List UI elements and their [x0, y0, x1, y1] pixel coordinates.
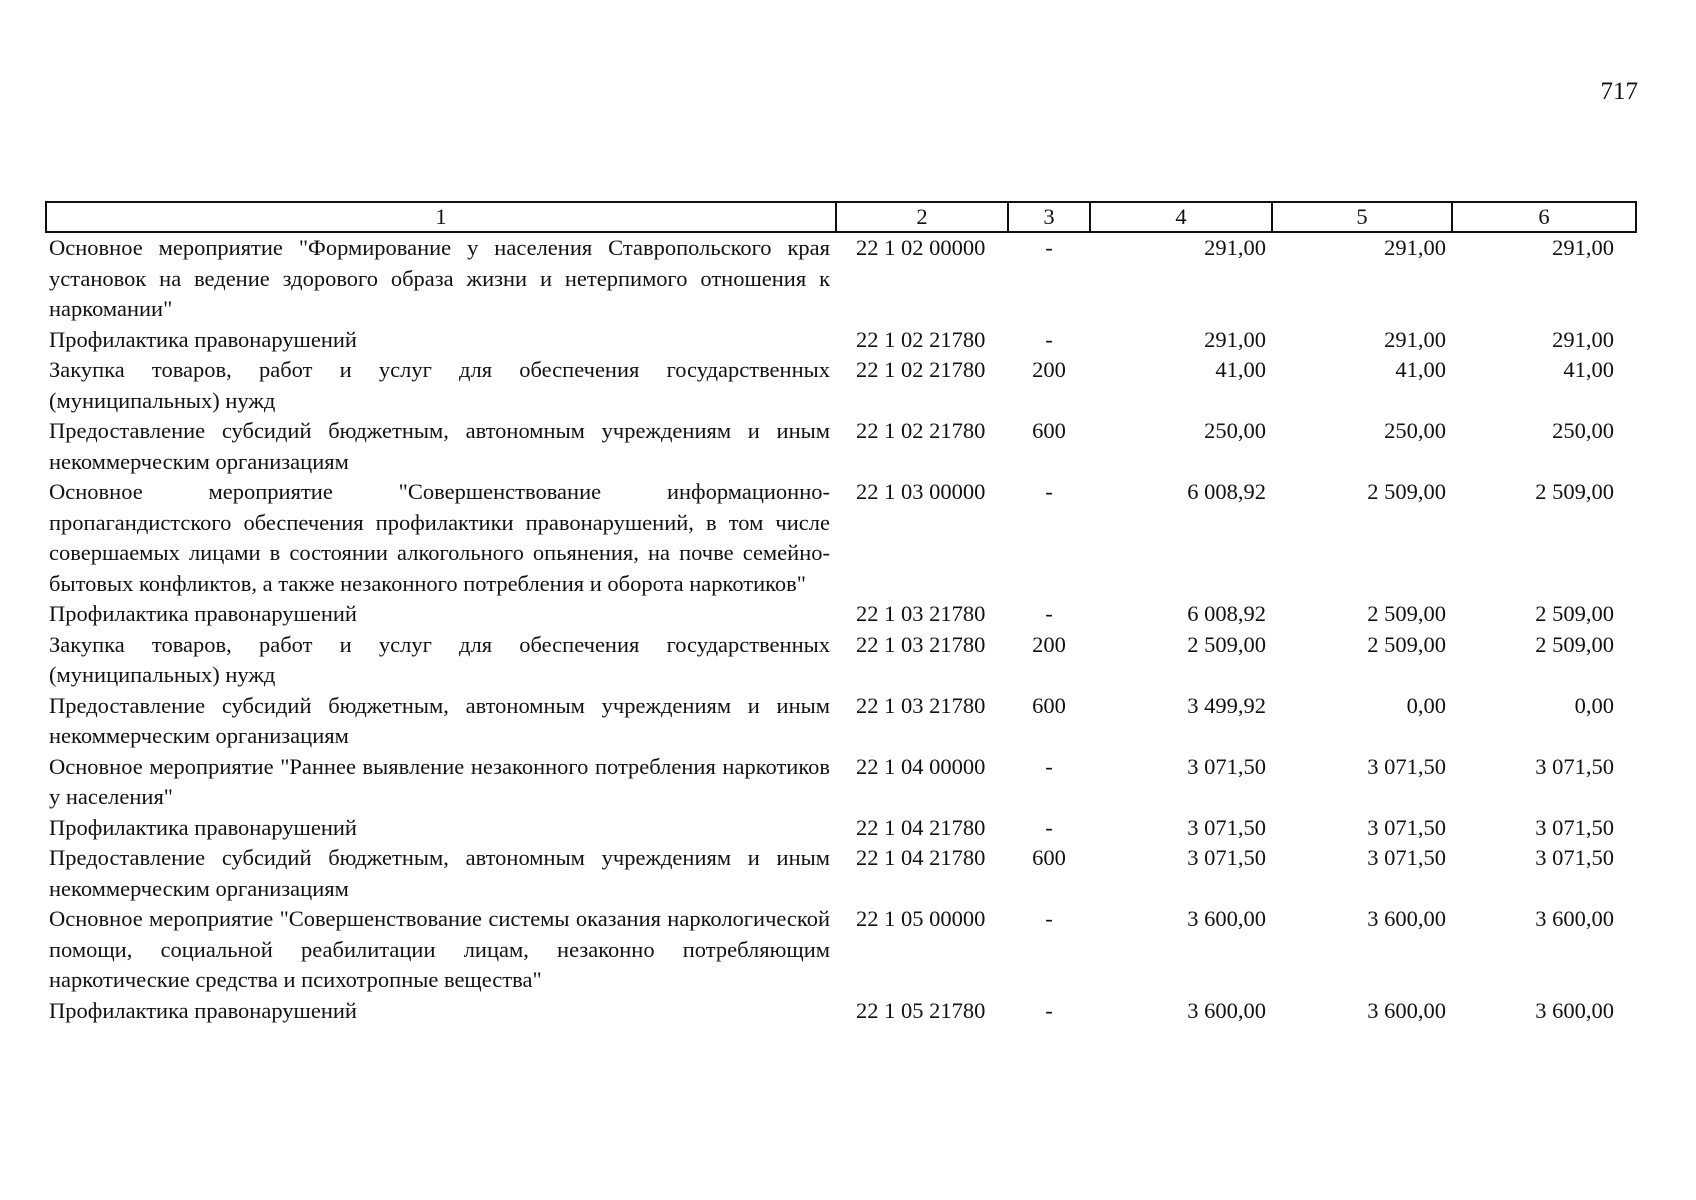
row-sum-col4: 41,00 — [1215, 357, 1266, 382]
row-sum-col5: 3 071,50 — [1367, 845, 1446, 870]
table-body — [46, 232, 1636, 1026]
row-name: Профилактика правонарушений — [49, 814, 357, 840]
table-row — [46, 232, 1636, 325]
row-sum-col5: 0,00 — [1406, 692, 1446, 718]
row-sum-col6: 3 071,50 — [1535, 845, 1614, 870]
row-sum-col6: 291,00 — [1552, 235, 1614, 260]
row-sum-col4: 3 071,50 — [1187, 845, 1266, 870]
budget-table — [45, 201, 1637, 1026]
table-row — [46, 813, 1636, 844]
table-row — [46, 691, 1636, 752]
row-code: 22 1 02 00000 — [856, 235, 986, 260]
table-row — [46, 843, 1636, 904]
row-sum-col4: 291,00 — [1204, 235, 1266, 260]
row-sum-col4: 6 008,92 — [1187, 601, 1266, 626]
column-header-6: 6 — [1452, 202, 1636, 232]
row-name: Основное мероприятие "Совершенствование информационно-пропагандистского обеспечения профилактики правонарушений, в том числе совершаемых лицами в состоянии алкогольного опьянения, на почве семейно-бытовых конфликтов, а также незаконного потребления и оборота наркотиков" — [49, 479, 830, 596]
row-sum-col6: 41,00 — [1563, 357, 1614, 382]
row-name: Профилактика правонарушений — [49, 326, 357, 352]
row-sum-col4: 3 071,50 — [1187, 814, 1266, 840]
row-code: 22 1 05 21780 — [856, 997, 986, 1023]
column-header-5: 5 — [1272, 202, 1452, 232]
row-expense-type: 200 — [1032, 357, 1066, 382]
row-expense-type: - — [1045, 814, 1053, 840]
row-sum-col5: 291,00 — [1384, 235, 1446, 260]
row-code: 22 1 04 00000 — [856, 753, 986, 779]
row-sum-col4: 3 071,50 — [1187, 753, 1266, 779]
row-name: Профилактика правонарушений — [49, 997, 357, 1023]
table-row — [46, 325, 1636, 356]
row-sum-col4: 250,00 — [1204, 418, 1266, 443]
header-row — [46, 202, 1636, 232]
row-sum-col5: 3 600,00 — [1367, 906, 1446, 931]
row-sum-col6: 3 071,50 — [1535, 753, 1614, 779]
row-sum-col4: 3 600,00 — [1187, 906, 1266, 931]
row-expense-type: 200 — [1032, 631, 1066, 657]
table-row — [46, 996, 1636, 1027]
row-sum-col5: 41,00 — [1395, 357, 1446, 382]
row-sum-col4: 291,00 — [1204, 326, 1266, 352]
row-expense-type: - — [1045, 479, 1053, 504]
row-code: 22 1 05 00000 — [856, 906, 986, 931]
row-sum-col6: 2 509,00 — [1535, 601, 1614, 626]
row-sum-col5: 3 071,50 — [1367, 814, 1446, 840]
row-sum-col5: 3 600,00 — [1367, 997, 1446, 1023]
row-expense-type: - — [1045, 235, 1053, 260]
row-name: Предоставление субсидий бюджетным, автономным учреждениям и иным некоммерческим организациям — [49, 845, 830, 901]
row-sum-col5: 291,00 — [1384, 326, 1446, 352]
column-header-1: 1 — [46, 202, 836, 232]
row-expense-type: 600 — [1032, 845, 1066, 870]
column-header-4: 4 — [1090, 202, 1272, 232]
row-code: 22 1 03 21780 — [856, 601, 986, 626]
table-row — [46, 416, 1636, 477]
table-row — [46, 752, 1636, 813]
row-name: Закупка товаров, работ и услуг для обеспечения государственных (муниципальных) нужд — [49, 357, 830, 413]
row-code: 22 1 02 21780 — [856, 418, 986, 443]
row-expense-type: 600 — [1032, 418, 1066, 443]
table-row — [46, 630, 1636, 691]
row-code: 22 1 04 21780 — [856, 845, 986, 870]
row-expense-type: - — [1045, 906, 1053, 931]
row-name: Основное мероприятие "Формирование у населения Ставропольского края установок на ведение здорового образа жизни и нетерпимого отношения к наркомании" — [49, 235, 830, 321]
row-sum-col4: 2 509,00 — [1187, 631, 1266, 657]
row-sum-col4: 3 600,00 — [1187, 997, 1266, 1023]
row-expense-type: - — [1045, 997, 1053, 1023]
table-row — [46, 477, 1636, 599]
table-row — [46, 904, 1636, 996]
row-code: 22 1 03 00000 — [856, 479, 986, 504]
table-header — [46, 202, 1636, 232]
row-expense-type: - — [1045, 753, 1053, 779]
row-sum-col6: 2 509,00 — [1535, 631, 1614, 657]
row-sum-col4: 6 008,92 — [1187, 479, 1266, 504]
row-code: 22 1 03 21780 — [856, 692, 986, 718]
row-expense-type: - — [1045, 326, 1053, 352]
row-sum-col6: 0,00 — [1574, 692, 1614, 718]
row-sum-col5: 2 509,00 — [1367, 631, 1446, 657]
column-header-2: 2 — [836, 202, 1008, 232]
row-sum-col5: 250,00 — [1384, 418, 1446, 443]
row-sum-col5: 2 509,00 — [1367, 601, 1446, 626]
row-name: Профилактика правонарушений — [49, 601, 357, 626]
table-row — [46, 355, 1636, 416]
row-name: Предоставление субсидий бюджетным, автономным учреждениям и иным некоммерческим организациям — [49, 692, 830, 748]
row-sum-col5: 2 509,00 — [1367, 479, 1446, 504]
row-name: Основное мероприятие "Раннее выявление незаконного потребления наркотиков у населения" — [49, 753, 830, 809]
row-sum-col6: 2 509,00 — [1535, 479, 1614, 504]
page-number: 717 — [1600, 78, 1638, 105]
row-name: Предоставление субсидий бюджетным, автономным учреждениям и иным некоммерческим организациям — [49, 418, 830, 474]
row-sum-col6: 3 071,50 — [1535, 814, 1614, 840]
column-header-3: 3 — [1008, 202, 1090, 232]
row-sum-col6: 3 600,00 — [1535, 906, 1614, 931]
table-row — [46, 599, 1636, 630]
row-code: 22 1 02 21780 — [856, 357, 986, 382]
row-sum-col6: 3 600,00 — [1535, 997, 1614, 1023]
row-expense-type: - — [1045, 601, 1053, 626]
row-code: 22 1 03 21780 — [856, 631, 986, 657]
row-code: 22 1 04 21780 — [856, 814, 986, 840]
row-sum-col6: 291,00 — [1552, 326, 1614, 352]
row-name: Закупка товаров, работ и услуг для обеспечения государственных (муниципальных) нужд — [49, 631, 830, 687]
row-expense-type: 600 — [1032, 692, 1066, 718]
row-name: Основное мероприятие "Совершенствование системы оказания наркологической помощи, социальной реабилитации лицам, незаконно потребляющим наркотические средства и психотропные вещества" — [49, 906, 830, 992]
row-code: 22 1 02 21780 — [856, 326, 986, 352]
row-sum-col6: 250,00 — [1552, 418, 1614, 443]
row-sum-col4: 3 499,92 — [1187, 692, 1266, 718]
row-sum-col5: 3 071,50 — [1367, 753, 1446, 779]
